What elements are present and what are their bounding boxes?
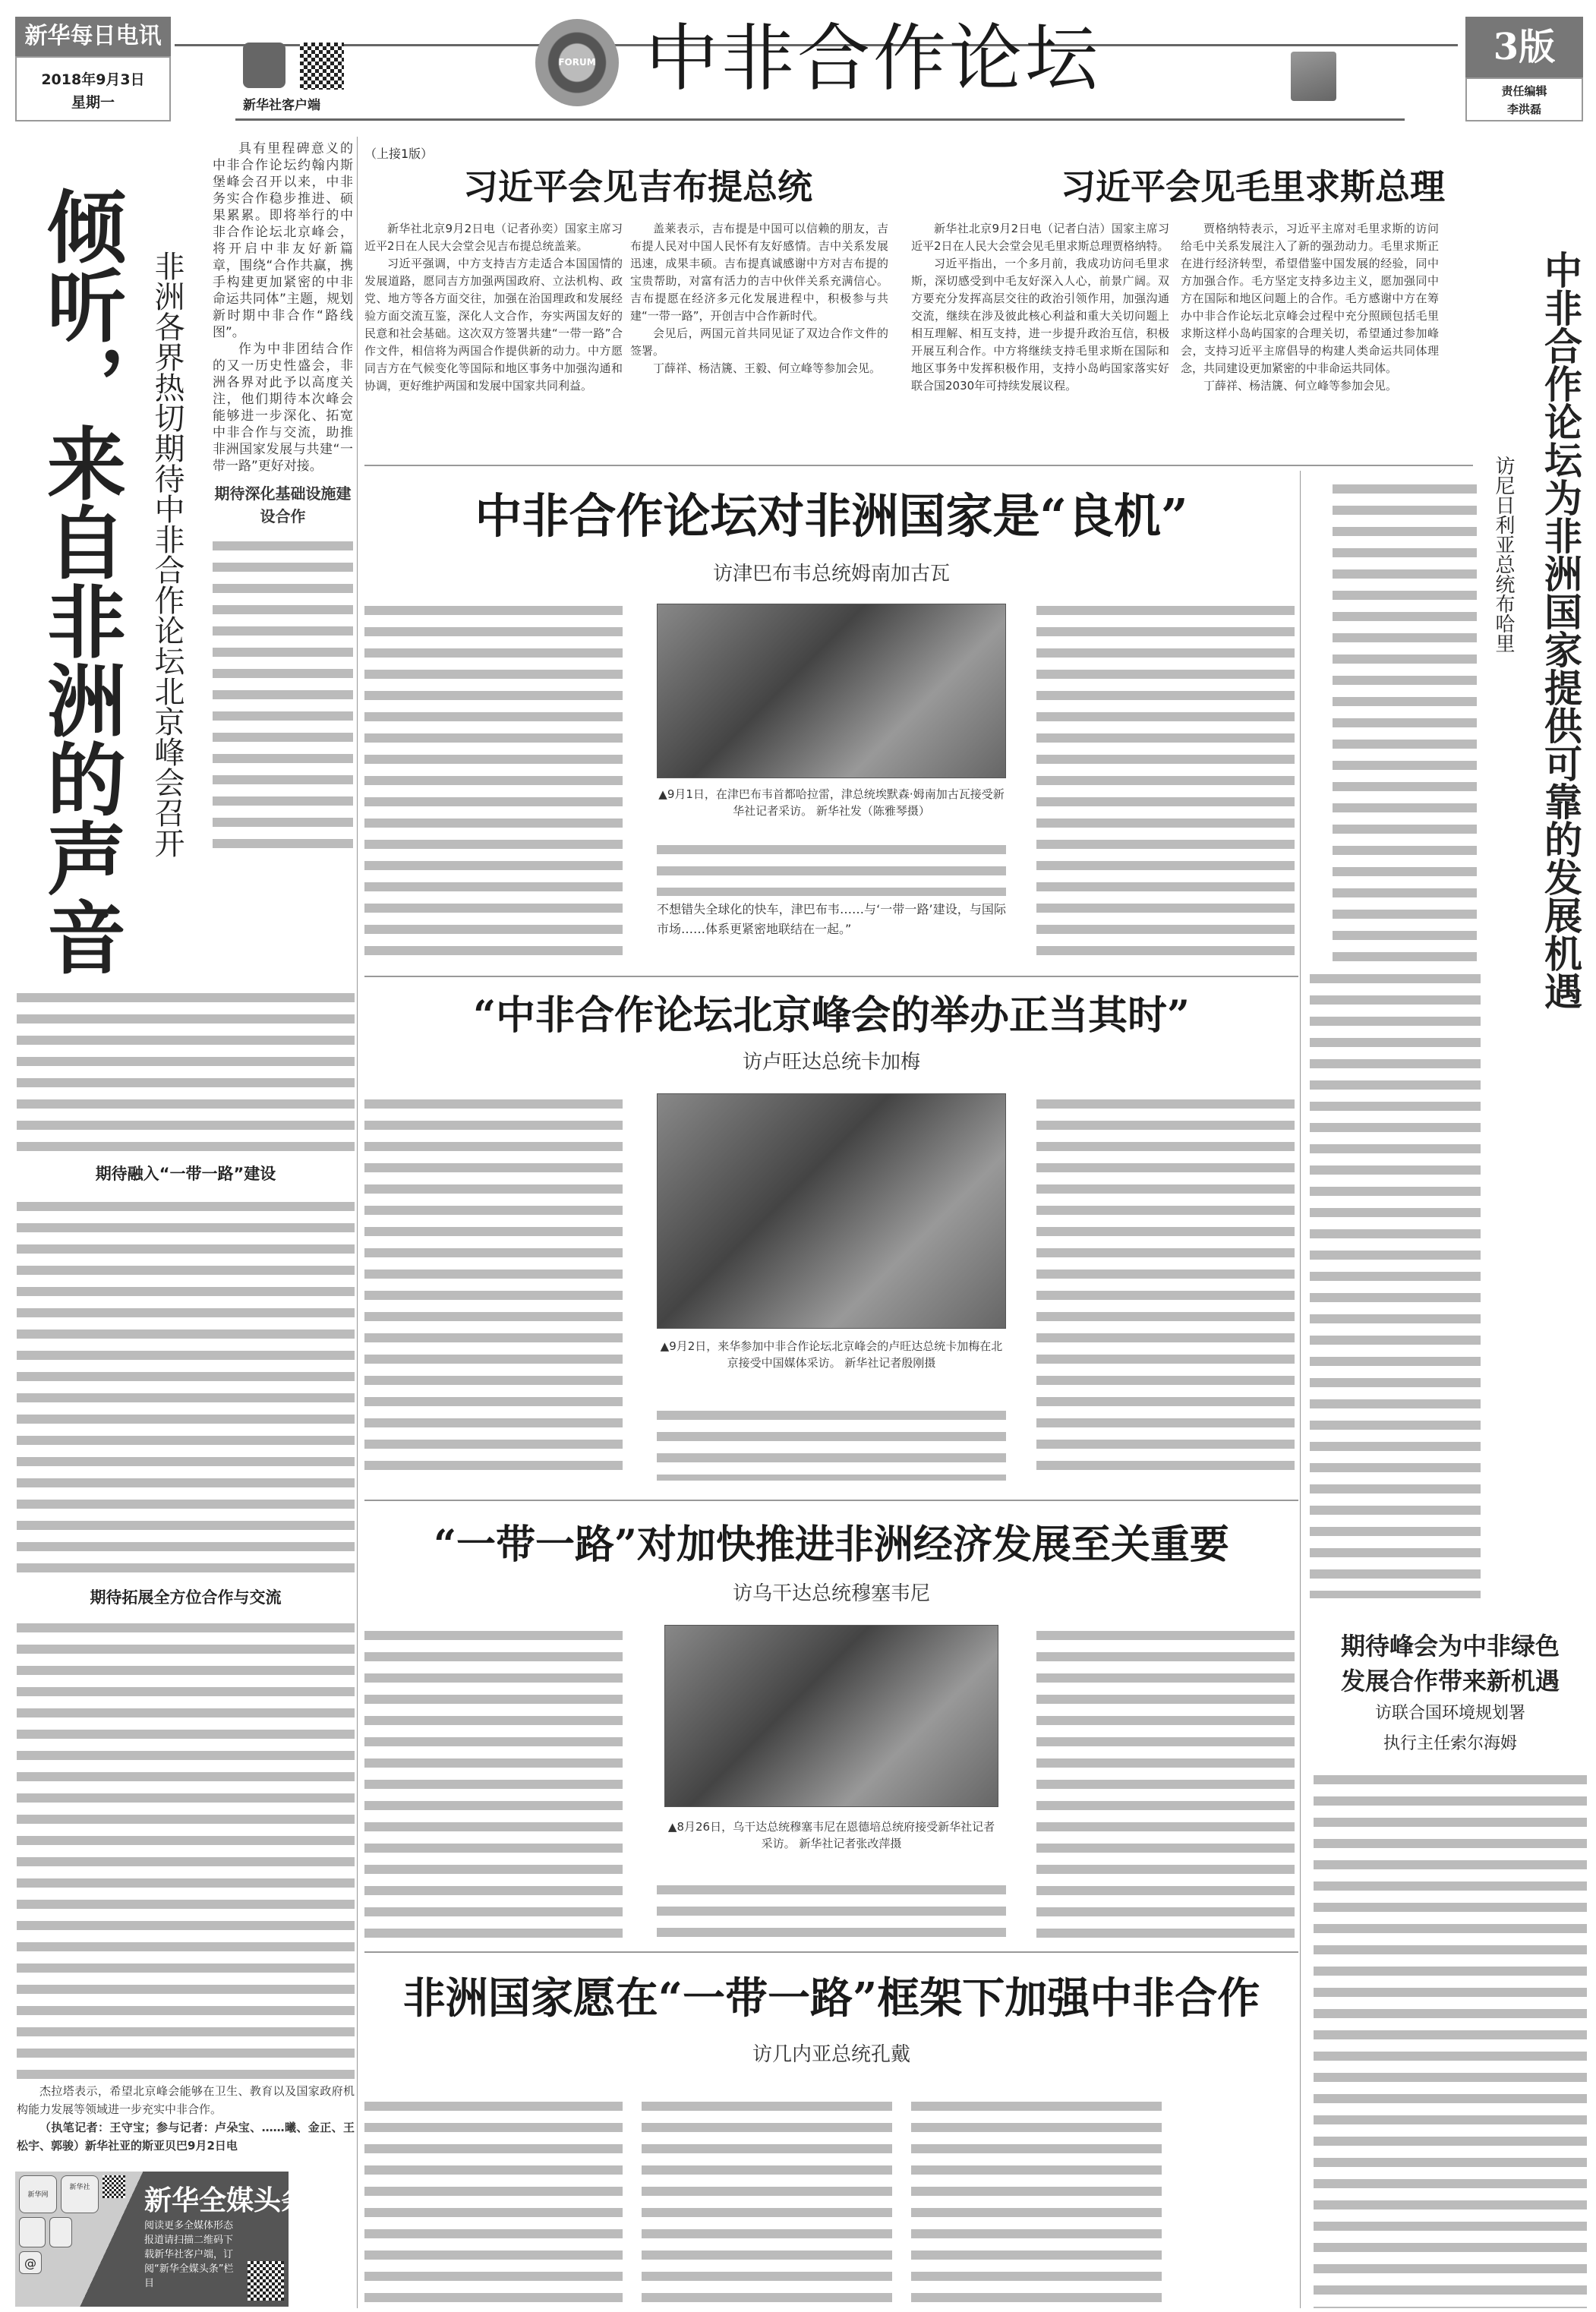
xinhua-app-icon[interactable] [243,43,285,88]
rwanda-col1 [364,1093,623,1481]
mauritius-col2 [1181,220,1439,395]
uganda-photo-caption: ▲8月26日，乌干达总统穆塞韦尼在恩德培总统府接受新华社记者采访。 新华社记者张改萍摄 [667,1820,995,1850]
ad-text: 阅读更多全媒体形态报道请扫描二维码下载新华社客户端，订阅“新华全媒头条”栏目 [144,2220,234,2289]
app-label: 新华社客户端 [243,98,320,113]
page-number: 3版 [1465,17,1583,77]
xinhuanet-news-logo [1291,52,1336,101]
zimbabwe-photo-caption: ▲9月1日，在津巴布韦首都哈拉雷，津总统埃默森·姆南加古瓦接受新华社记者采访。 新华社发（陈雅琴摄） [658,787,1005,818]
qr-code-icon [103,2175,125,2198]
guinea-col1 [364,2096,623,2308]
editor-name: 李洪磊 [1506,103,1541,116]
djibouti-col2 [630,220,888,377]
paragraph: 习近平强调，中方支持吉方走适合本国国情的发展道路，愿同吉方加强两国政府、立法机构、政党、地方等各方面交往，加强在治国理政和发展经验方面交流互鉴，深化人文合作，夯实两国友好的民意和社会基础。这次双方签署共建“一带一路”合作文件，相信将为两国合作提供新的动力。中方愿同吉方在气候变化等国际和地区事务中加强沟通和协调，更好维护两国和发展中国家共同利益。 [364,257,623,393]
continued-label: （上接1版） [364,147,434,161]
nigeria-col2 [1310,968,1481,1598]
divider [364,1500,1298,1501]
unep-subheadline: 执行主任索尔海姆 [1383,1734,1517,1753]
email-icon: @ [19,2251,42,2274]
paragraph: 具有里程碑意义的中非合作论坛约翰内斯堡峰会召开以来，中非务实合作稳步推进、硕果累累。即将举行的中非合作论坛北京峰会，将开启中非友好新篇章，围绕“合作共赢，携手构建更加紧密的中非命运共同体”主题，规划新时期中非合作“路线图”。 [213,141,353,340]
logo-text: FORUM [558,57,596,68]
zimbabwe-headline: 中非合作论坛对非洲国家是“良机” [475,488,1188,544]
feature-intro [213,140,353,854]
nigeria-subheadline: 访尼日利亚总统布哈里 [1492,456,1515,653]
focac-logo [535,19,619,106]
djibouti-col1 [364,220,623,395]
divider [364,465,1473,466]
uganda-president-photo [664,1625,998,1807]
mauritius-headline: 习近平会见毛里求斯总理 [1061,166,1445,207]
uganda-col2 [657,1879,1006,1944]
uganda-col1 [364,1625,623,1944]
zimbabwe-col2 [364,835,623,836]
feature-headline: 倾听，来自非洲的声音 [33,186,126,976]
zimbabwe-col1 [364,600,623,964]
unep-heading [1310,1629,1591,1759]
guinea-headline: 非洲国家愿在“一带一路”框架下加强中非合作 [402,1973,1260,2023]
paragraph: 丁薛祥、杨洁篪、何立峰等参加会见。 [1203,379,1398,393]
zimbabwe-col2 [657,839,1006,896]
paragraph: 作为中非团结合作的又一历史性盛会，非洲各界对此予以高度关注，他们期待本次峰会能够进一步深化、拓宽中非合作与交流，助推非洲国家发展与共建“一带一路”更好对接。 [213,342,353,474]
phone-icon [49,2217,72,2247]
paragraph: 杰拉塔表示，希望北京峰会能够在卫生、教育以及国家政府机构能力发展等领域进一步充实中非合作。 [17,2084,355,2116]
paragraph: 会见后，两国元首共同见证了双边合作文件的签署。 [630,326,888,358]
drone-icon [19,2217,46,2247]
feature-body [17,987,355,1154]
guinea-col3 [911,2096,1162,2308]
feature-body [17,1617,355,2080]
masthead [0,0,1596,125]
paragraph: 新华社北京9月2日电（记者孙奕）国家主席习近平2日在人民大会堂会见吉布提总统盖莱。 [364,222,623,253]
paragraph: 贾格纳特表示，习近平主席对毛里求斯的访问给毛中关系发展注入了新的强劲动力。毛里求斯正在进行经济转型，希望借鉴中国发展的经验，同中方加强合作。毛方坚定支持多边主义，愿加强同中方在国际和地区问题上的合作。毛方感谢中方在筹办中非合作论坛北京峰会过程中充分照顾包括毛里求斯这样小岛屿国家的合理关切，希望通过参加峰会，支持习近平主席倡导的构建人类命运共同体理念，共同建设更加紧密的中非命运共同体。 [1181,222,1439,375]
rwanda-col3 [1036,1093,1295,1481]
uganda-subheadline: 访乌干达总统穆塞韦尼 [732,1582,930,1605]
guinea-col2 [642,2096,892,2308]
feature-closing [17,2082,355,2155]
nigeria-headline: 中非合作论坛为非洲国家提供可靠的发展机遇 [1538,251,1583,1010]
rwanda-photo-caption: ▲9月2日，来华参加中非合作论坛北京峰会的卢旺达总统卡加梅在北京接受中国媒体采访。 新华社记者殷刚摄 [660,1339,1003,1370]
editor-box [1465,77,1583,121]
zimbabwe-col3 [1036,600,1295,964]
section-title: 中非合作论坛 [645,16,1101,101]
xinhua-app-icon [61,2175,99,2213]
paragraph: 丁薛祥、杨洁篪、王毅、何立峰等参加会见。 [653,361,882,375]
zimbabwe-subheadline: 访津巴布韦总统姆南加古瓦 [712,563,950,585]
ad-title: 新华全媒头条 [144,2185,309,2216]
paragraph: 习近平指出，一个多月前，我成功访问毛里求斯，深切感受到中毛友好深入人心，前景广阔。双方要充分发挥高层交往的政治引领作用，加强沟通交流，继续在涉及彼此核心利益和重大关切问题上相互理解、相互支持，进一步提升政治互信，积极开展互利合作。中方将继续支持毛里求斯在国际和地区事务中发挥积极作用，支持小岛屿国家落实好联合国2030年可持续发展议程。 [911,257,1169,393]
mauritius-col1 [911,220,1169,395]
qr-code-icon [248,2261,284,2301]
guinea-subheadline: 访几内亚总统孔戴 [752,2043,910,2066]
unep-subheadline: 访联合国环境规划署 [1374,1704,1525,1723]
paper-name: 新华每日电讯 [15,17,171,56]
section-heading: 期待拓展全方位合作与交流 [90,1588,282,1607]
nigeria-col1 [1333,478,1477,964]
qr-code-icon [300,43,344,90]
column-rule-right [1300,471,1301,2308]
byline: （执笔记者：王守宝；参与记者：卢朵宝、……曦、金正、王松宇、郭骏）新华社亚的斯亚贝巴9月2日电 [17,2121,355,2153]
zimbabwe-excerpt: 不想错失全球化的快车，津巴布韦……与‘一带一路’建设，与国际市场……体系更紧密地联结在一起。” [657,902,1006,936]
editor-label: 责任编辑 [1501,84,1547,98]
icon-label: 新华社 [69,2184,90,2191]
rwanda-subheadline: 访卢旺达总统卡加梅 [742,1051,920,1074]
rwanda-col2 [657,1405,1006,1481]
column-rule-left [357,137,358,2308]
rwanda-president-photo [657,1093,1006,1329]
zimbabwe-president-photo [657,604,1006,778]
uganda-headline: “一带一路”对加快推进非洲经济发展至关重要 [434,1522,1229,1568]
section-heading: 期待融入“一带一路”建设 [95,1165,276,1183]
xinhua-ad-box[interactable] [15,2172,309,2307]
uganda-col3 [1036,1625,1295,1944]
feature-subheadline: 非洲各界热切期待中非合作论坛北京峰会召开 [150,251,185,858]
date: 2018年9月3日 [41,71,145,88]
icon-label: 新华网 [27,2191,49,2199]
divider [364,1951,1298,1953]
unep-headline: 期待峰会为中非绿色 [1340,1632,1560,1661]
unep-headline: 发展合作带来新机遇 [1340,1667,1560,1695]
date-box [15,56,171,121]
divider [364,976,1298,977]
paragraph: 新华社北京9月2日电（记者白洁）国家主席习近平2日在人民大会堂会见毛里求斯总理贾格纳特。 [911,222,1169,253]
section-heading: 期待深化基础设施建设合作 [214,484,352,525]
xinhuanet-icon [19,2175,57,2213]
rwanda-headline: “中非合作论坛北京峰会的举办正当其时” [473,992,1190,1039]
body-text [213,535,353,854]
weekday: 星期一 [71,94,115,111]
header-bottom-rule [235,118,1405,121]
paragraph: 盖莱表示，吉布提是中国可以信赖的朋友，吉布提人民对中国人民怀有友好感情。吉中关系发展迅速，成果丰硕。吉布提真诚感谢中方对吉布提的宝贵帮助，对富有活力的吉中伙伴关系充满信心。吉布提愿在经济多元化发展进程中，积极参与共建“一带一路”，开创吉中合作新时代。 [630,222,888,323]
feature-body [17,1196,355,1576]
unep-body [1314,1769,1587,2308]
djibouti-headline: 习近平会见吉布提总统 [463,166,812,207]
